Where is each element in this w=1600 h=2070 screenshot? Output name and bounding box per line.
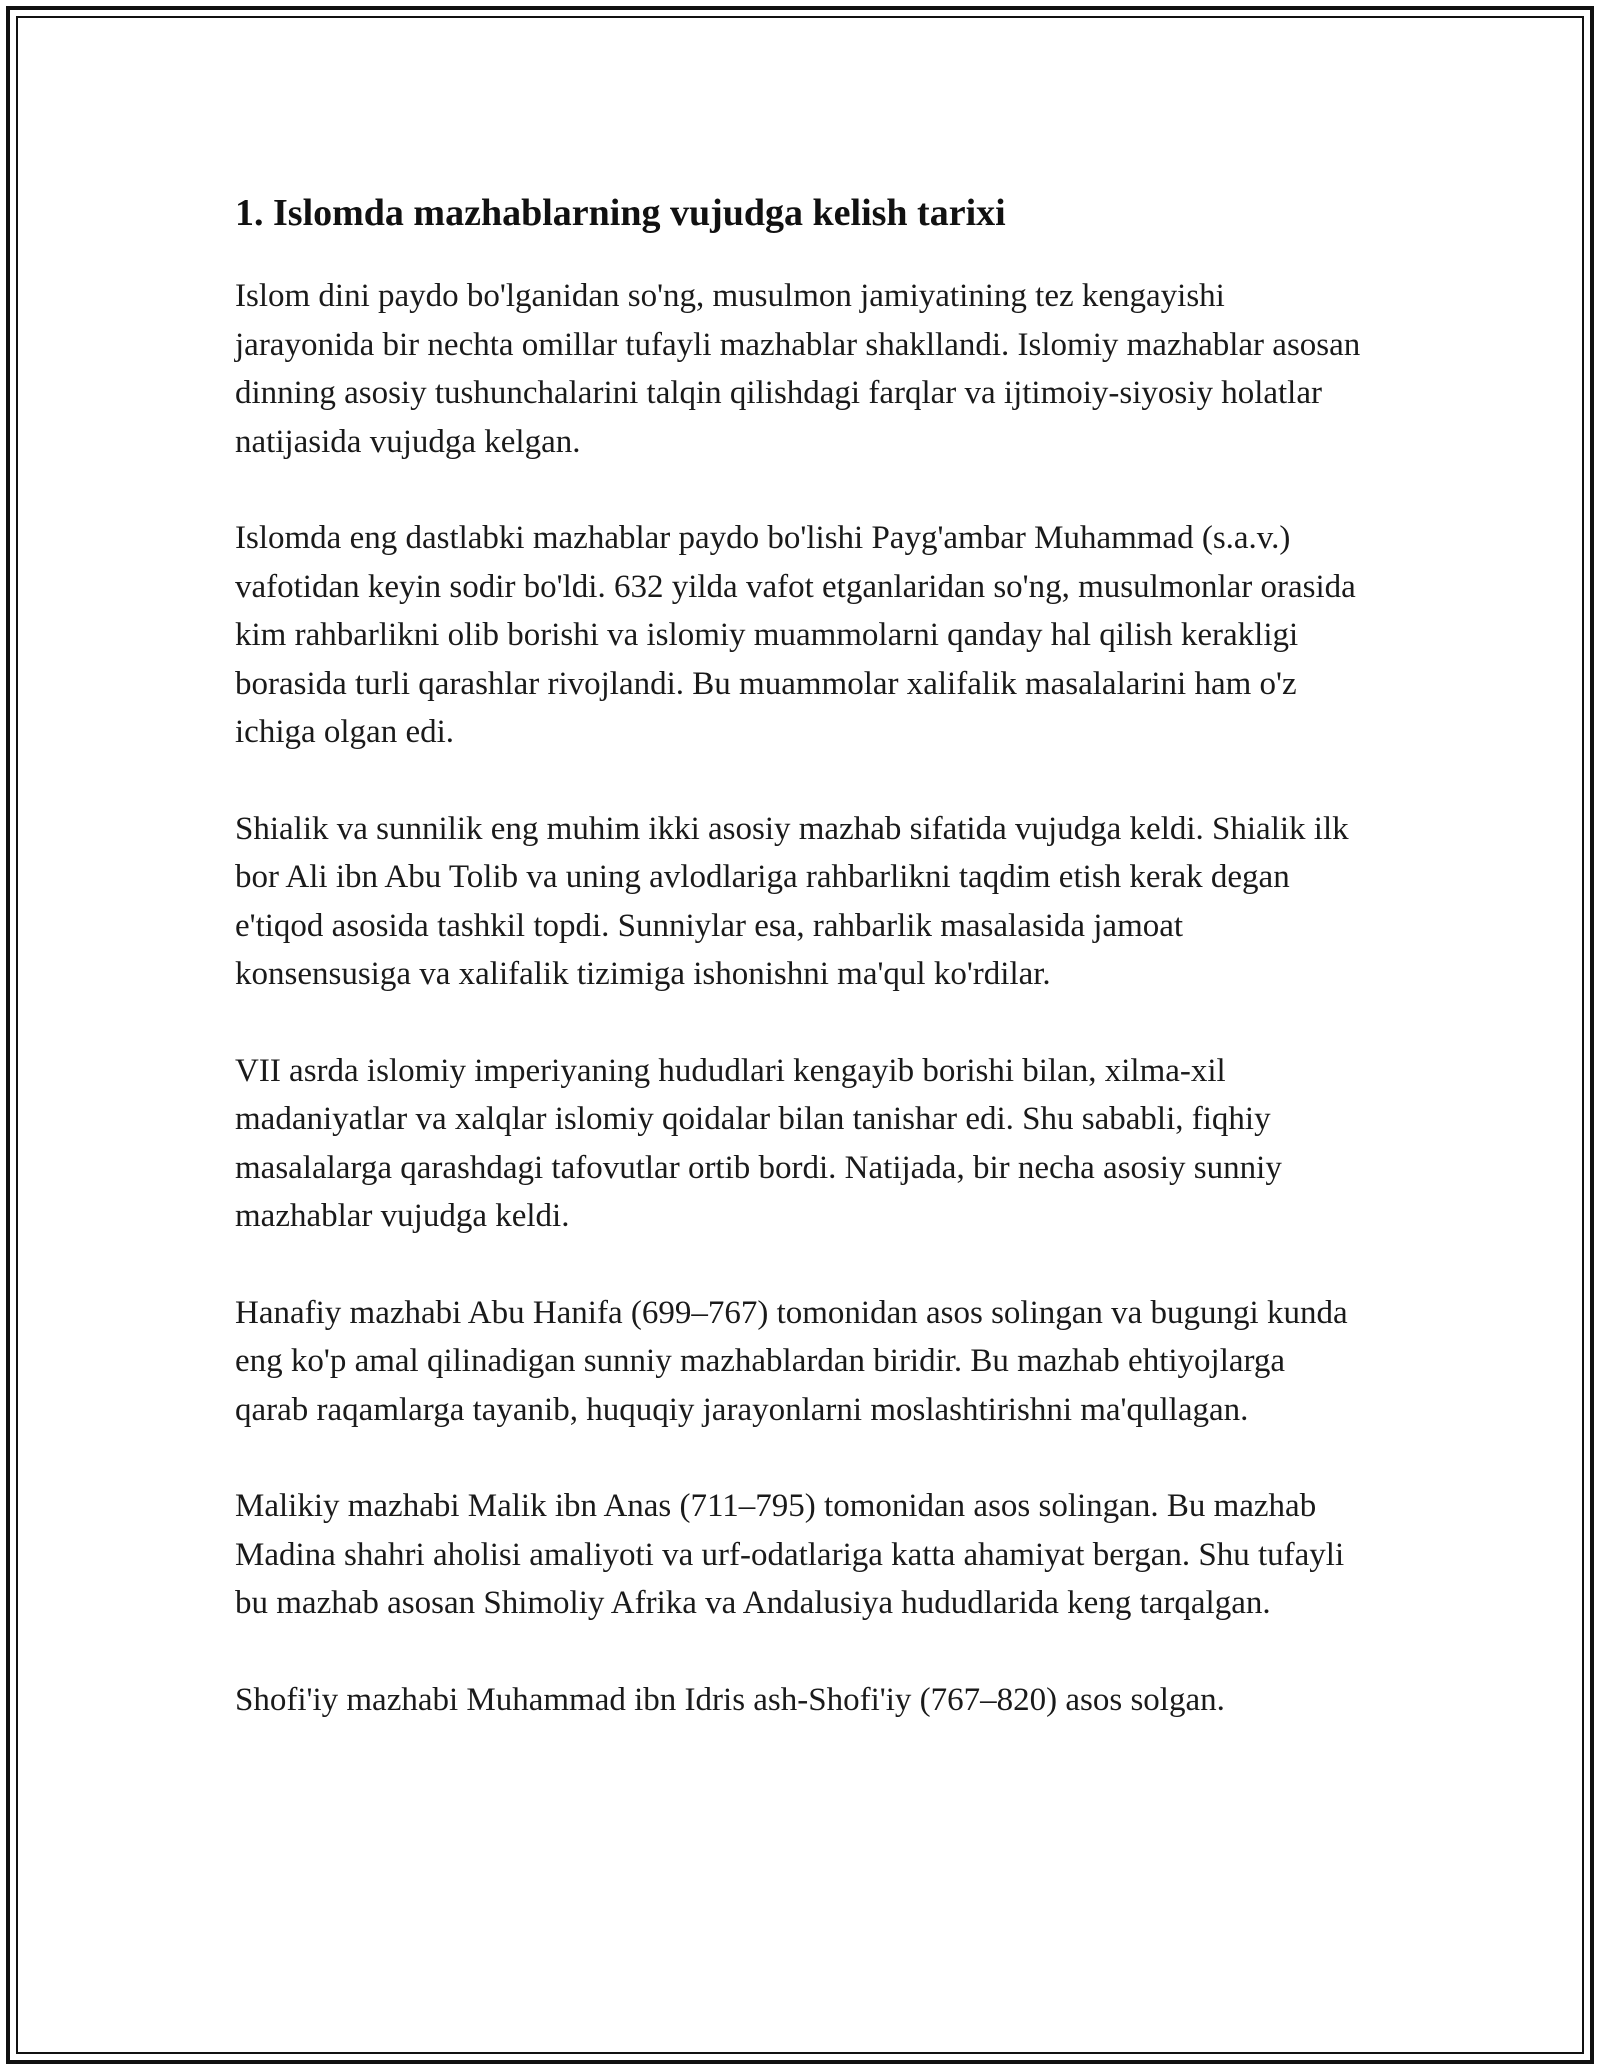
paragraph-1: Islom dini paydo bo'lganidan so'ng, musulmon jamiyatining tez kengayishi jarayonida bir nechta omillar tufayli mazhablar shakllandi. Islomiy mazhablar asosan dinning asosiy tushunchalarini talqin qilishdagi farqlar va ijtimoiy-siyosiy holatlar natijasida vujudga kelgan. xyxy=(235,278,1361,460)
paragraph-4: VII asrda islomiy imperiyaning hududlari kengayib borishi bilan, xilma-xil madaniyatlar va xalqlar islomiy qoidalar bilan tanishar edi. Shu sababli, fiqhiy masalalarga qarashdagi tafovutlar ortib bordi. Natijada, bir necha asosiy sunniy mazhablar vujudga keldi. xyxy=(235,1052,1282,1234)
section-heading: 1. Islomda mazhablarning vujudga kelish tarixi xyxy=(235,192,1006,234)
paragraph-5: Hanafiy mazhabi Abu Hanifa (699–767) tomonidan asos solingan va bugungi kunda eng ko'p amal qilinadigan sunniy mazhablardan biridir. Bu mazhab ehtiyojlarga qarab raqamlarga tayanib, huquqiy jarayonlarni moslashtirishni ma'qullagan. xyxy=(235,1294,1348,1428)
paragraph-7: Shofi'iy mazhabi Muhammad ibn Idris ash-Shofi'iy (767–820) asos solgan. xyxy=(235,1681,1225,1718)
paragraph-2: Islomda eng dastlabki mazhablar paydo bo'lishi Payg'ambar Muhammad (s.a.v.) vafotidan keyin sodir bo'ldi. 632 yilda vafot etganlaridan so'ng, musulmonlar orasida kim rahbarlikni olib borishi va islomiy muammolarni qanday hal qilish kerakligi borasida turli qarashlar rivojlandi. Bu muammolar xalifalik masalalarini ham o'z ichiga olgan edi. xyxy=(235,520,1356,750)
paragraph-3: Shialik va sunnilik eng muhim ikki asosiy mazhab sifatida vujudga keldi. Shialik ilk bor Ali ibn Abu Tolib va uning avlodlariga rahbarlikni taqdim etish kerak degan e'tiqod asosida tashkil topdi. Sunniylar esa, rahbarlik masalasida jamoat konsensusiga va xalifalik tizimiga ishonishni ma'qul ko'rdilar. xyxy=(235,810,1349,992)
paragraph-6: Malikiy mazhabi Malik ibn Anas (711–795) tomonidan asos solingan. Bu mazhab Madina shahri aholisi amaliyoti va urf-odatlariga katta ahamiyat bergan. Shu tufayli bu mazhab asosan Shimoliy Afrika va Andalusiya hududlarida keng tarqalgan. xyxy=(235,1488,1345,1621)
document-body xyxy=(235,188,1365,1772)
